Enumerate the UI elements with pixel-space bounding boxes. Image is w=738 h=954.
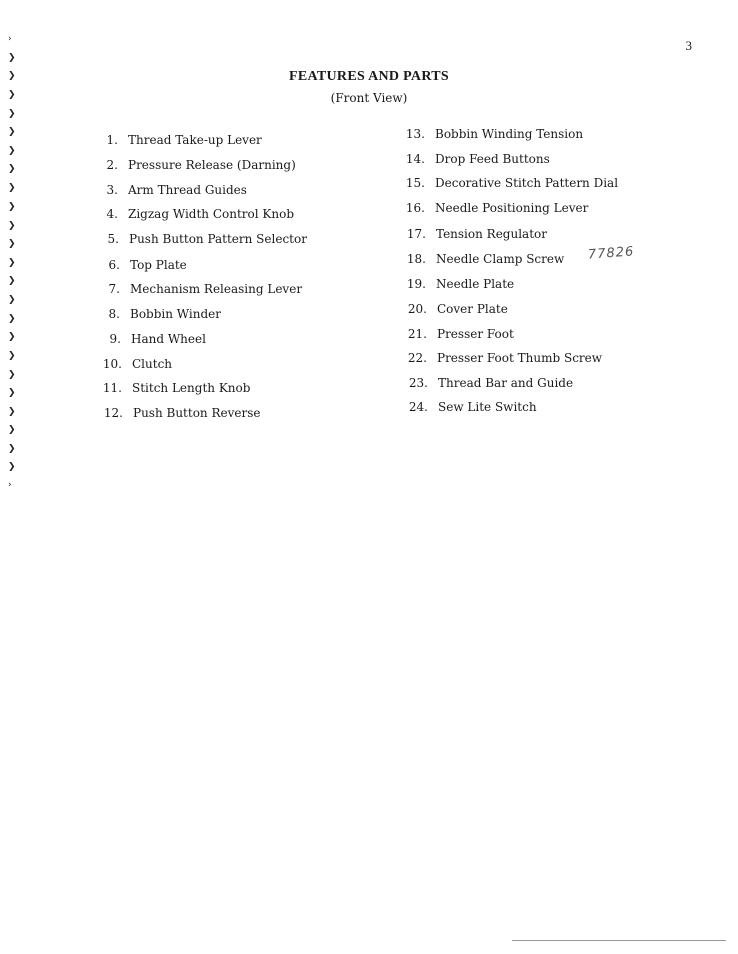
binding-hole-mark: ❯ (8, 239, 16, 249)
part-item (96, 183, 247, 197)
part-label: Sew Lite Switch (438, 400, 537, 414)
part-item (401, 201, 588, 215)
part-number: 17. (406, 227, 426, 241)
binding-hole-mark: ❯ (8, 202, 16, 212)
handwritten-note: 77826 (587, 244, 635, 263)
binding-hole-mark: ❯ (8, 295, 16, 305)
binding-hole-mark: ❯ (8, 146, 16, 156)
binding-hole-mark: ❯ (8, 332, 16, 342)
part-label: Zigzag Width Control Knob (128, 207, 295, 221)
part-number: 7. (108, 282, 120, 296)
part-item (98, 258, 187, 272)
part-number: 5. (107, 232, 119, 246)
part-label: Tension Regulator (436, 227, 547, 241)
part-number: 21. (407, 327, 427, 341)
part-label: Presser Foot (437, 327, 514, 341)
part-label: Decorative Stitch Pattern Dial (435, 176, 619, 190)
part-number: 23. (408, 376, 428, 390)
part-item (96, 207, 294, 221)
binding-hole-mark: ❯ (8, 314, 16, 324)
part-label: Cover Plate (437, 302, 508, 316)
part-label: Needle Positioning Lever (435, 201, 589, 215)
part-number: 20. (407, 302, 427, 316)
part-item (401, 152, 550, 166)
part-number: 12. (103, 406, 123, 420)
binding-hole-mark: ❯ (8, 127, 16, 137)
part-item (401, 127, 583, 141)
part-label: Hand Wheel (131, 332, 206, 346)
binding-hole-mark: ❯ (8, 258, 16, 268)
part-item (404, 400, 537, 414)
part-number: 13. (405, 127, 425, 141)
part-number: 2. (106, 158, 118, 172)
part-item (98, 282, 302, 296)
part-number: 11. (102, 381, 122, 395)
part-number: 14. (405, 152, 425, 166)
part-label: Mechanism Releasing Lever (130, 282, 303, 296)
page-number: 3 (685, 38, 692, 53)
binding-hole-mark: ❯ (8, 276, 16, 286)
part-item (404, 376, 573, 390)
part-label: Push Button Pattern Selector (129, 232, 307, 246)
part-label: Top Plate (130, 258, 187, 272)
part-item (402, 277, 514, 291)
part-item (402, 227, 547, 241)
part-number: 8. (108, 307, 120, 321)
part-label: Presser Foot Thumb Screw (437, 351, 603, 365)
part-number: 10. (102, 357, 122, 371)
part-label: Needle Plate (436, 277, 515, 291)
binding-hole-mark: ❯ (8, 221, 16, 231)
binding-hole-mark: ❯ (8, 370, 16, 380)
part-label: Clutch (132, 357, 173, 371)
part-number: 4. (106, 207, 118, 221)
binding-hole-mark: ❯ (8, 164, 16, 174)
part-number: 18. (406, 252, 426, 266)
page-subtitle: (Front View) (330, 91, 408, 105)
part-item (401, 176, 618, 190)
part-label: Pressure Release (Darning) (128, 158, 296, 172)
part-item (402, 252, 564, 266)
part-label: Arm Thread Guides (128, 183, 247, 197)
part-item (403, 351, 602, 365)
part-item (100, 357, 172, 371)
part-number: 9. (109, 332, 121, 346)
footer-rule (512, 940, 726, 941)
part-item (96, 158, 296, 172)
part-number: 6. (108, 258, 120, 272)
binding-hole-mark: ❯ (8, 462, 16, 472)
binding-hole-mark: ❯ (8, 53, 16, 63)
part-number: 1. (106, 133, 118, 147)
part-item (96, 133, 262, 147)
part-label: Thread Bar and Guide (438, 376, 574, 390)
binding-hole-mark: ❯ (8, 183, 16, 193)
part-number: 15. (405, 176, 425, 190)
binding-hole-mark: ❯ (8, 109, 16, 119)
part-item (101, 406, 260, 420)
part-number: 16. (405, 201, 425, 215)
part-number: 24. (408, 400, 428, 414)
binding-hole-mark: › (8, 34, 12, 44)
binding-hole-mark: ❯ (8, 71, 16, 81)
part-number: 19. (406, 277, 426, 291)
binding-hole-mark: ❯ (8, 351, 16, 361)
part-label: Stitch Length Knob (132, 381, 251, 395)
binding-holes (8, 0, 22, 954)
part-label: Bobbin Winding Tension (435, 127, 584, 141)
binding-hole-mark: ❯ (8, 407, 16, 417)
part-label: Push Button Reverse (133, 406, 261, 420)
part-label: Drop Feed Buttons (435, 152, 550, 166)
part-label: Bobbin Winder (130, 307, 221, 321)
part-item (99, 332, 206, 346)
part-label: Thread Take-up Lever (128, 133, 262, 147)
part-label: Needle Clamp Screw (436, 252, 565, 266)
part-item (97, 232, 307, 246)
binding-hole-mark: ❯ (8, 388, 16, 398)
binding-hole-mark: ❯ (8, 90, 16, 100)
part-item (100, 381, 250, 395)
binding-hole-mark: › (8, 480, 12, 490)
part-item (403, 327, 514, 341)
part-item (98, 307, 221, 321)
part-item (403, 302, 508, 316)
part-number: 3. (106, 183, 118, 197)
binding-hole-mark: ❯ (8, 444, 16, 454)
part-number: 22. (407, 351, 427, 365)
page-title: FEATURES AND PARTS (289, 69, 449, 84)
binding-hole-mark: ❯ (8, 425, 16, 435)
